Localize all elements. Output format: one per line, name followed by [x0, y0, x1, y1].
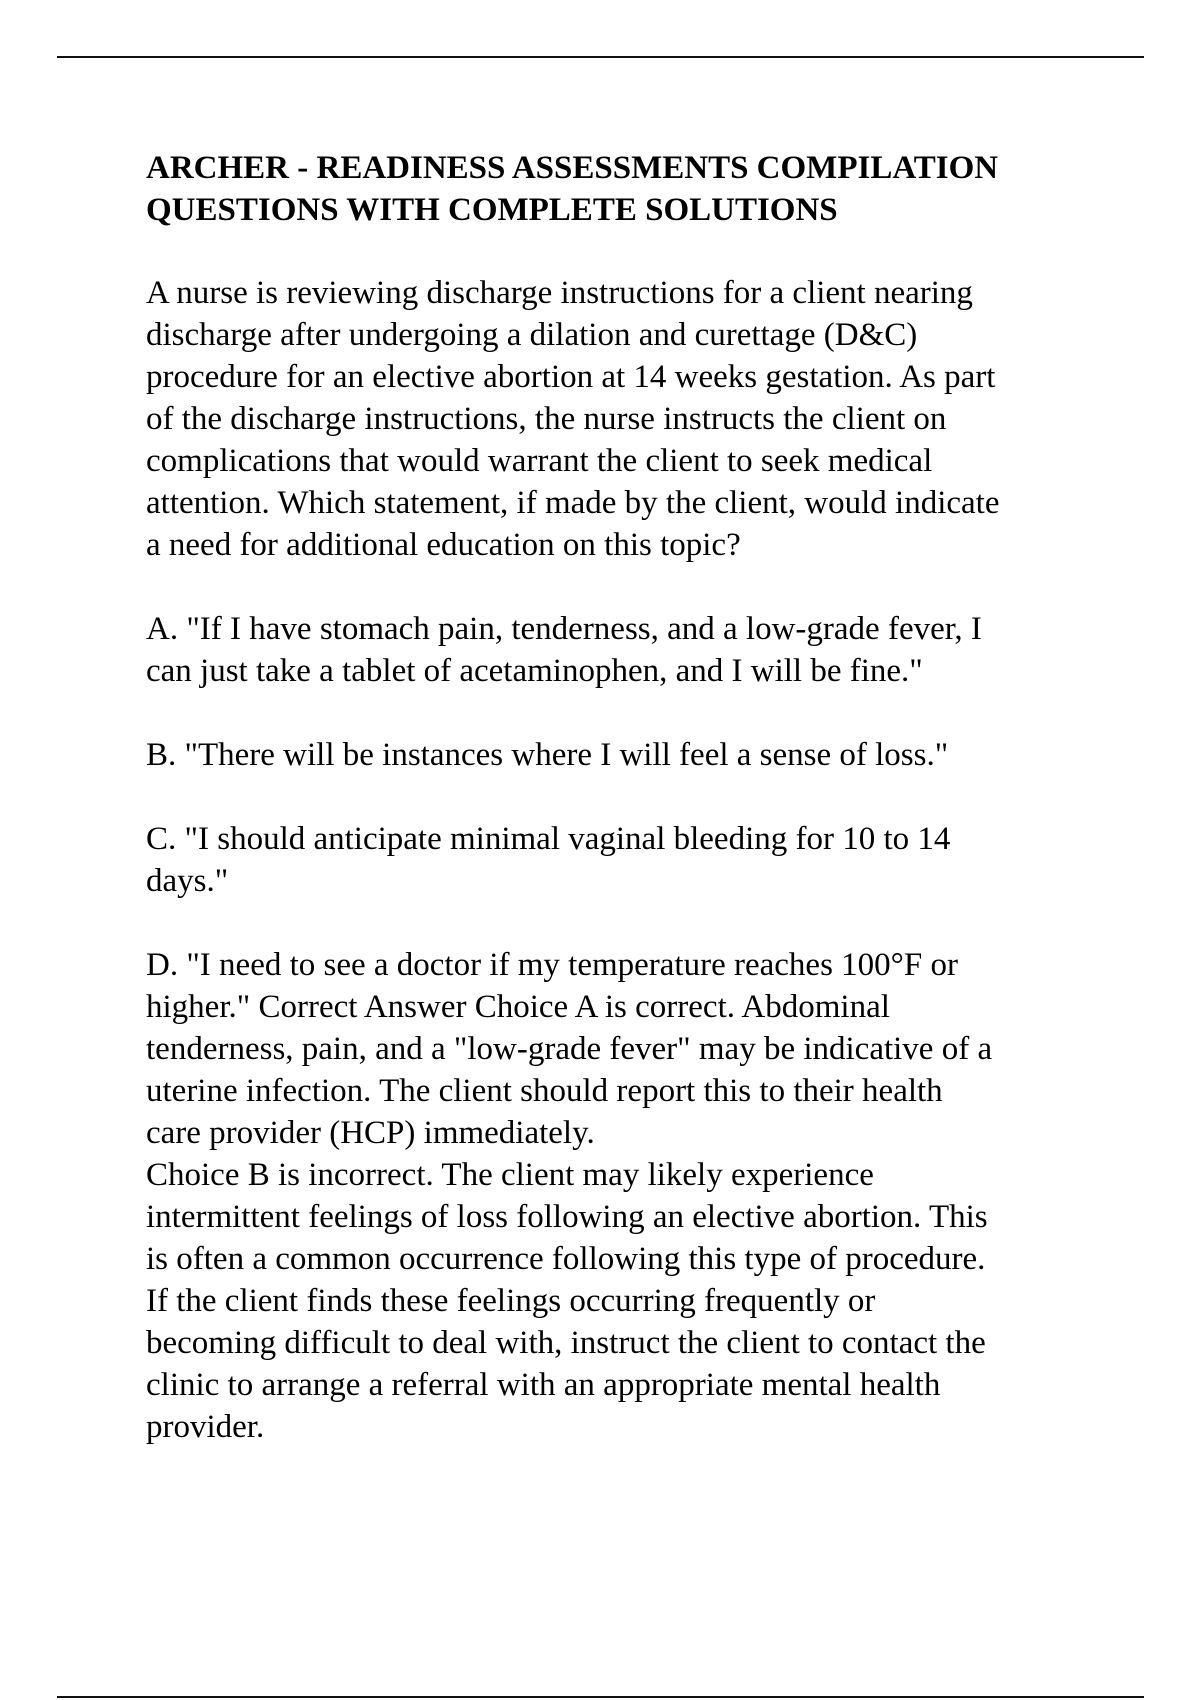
explanation-choice-b: Choice B is incorrect. The client may likely experience intermittent feelings of loss following an elective abortion. This is often a common occurrence following this type of procedure. If the client finds these feelings occurring frequently or becoming difficult to deal with, instruct the client to contact the clinic to arrange a referral with an appropriate mental health provider.: [146, 1157, 988, 1445]
question-text: A nurse is reviewing discharge instructions for a client nearing discharge after undergoing a dilation and curettage (D&C) procedure for an elective abortion at 14 weeks gestation. As part of the discharge instructions, the nurse instructs the client on complications that would warrant the client to seek medical attention. Which statement, if made by the client, would indicate a need for additional education on this topic?: [146, 275, 1000, 563]
top-divider: [57, 56, 1144, 58]
option-b: B. "There will be instances where I will feel a sense of loss.": [146, 737, 949, 773]
option-a: A. "If I have stomach pain, tenderness, and a low-grade fever, I can just take a tablet of acetaminophen, and I will be fine.": [146, 611, 982, 689]
option-c: C. "I should anticipate minimal vaginal bleeding for 10 to 14 days.": [146, 821, 951, 899]
document-title: ARCHER - READINESS ASSESSMENTS COMPILATION QUESTIONS WITH COMPLETE SOLUTIONS: [146, 150, 999, 228]
document-body: [146, 147, 1096, 1448]
option-d-with-answer: D. "I need to see a doctor if my temperature reaches 100°F or higher." Correct Answer Choice A is correct. Abdominal tenderness, pain, and a "low-grade fever" may be indicative of a uterine infection. The client should report this to their health care provider (HCP) immediately.: [146, 947, 993, 1151]
bottom-divider: [57, 1696, 1144, 1698]
